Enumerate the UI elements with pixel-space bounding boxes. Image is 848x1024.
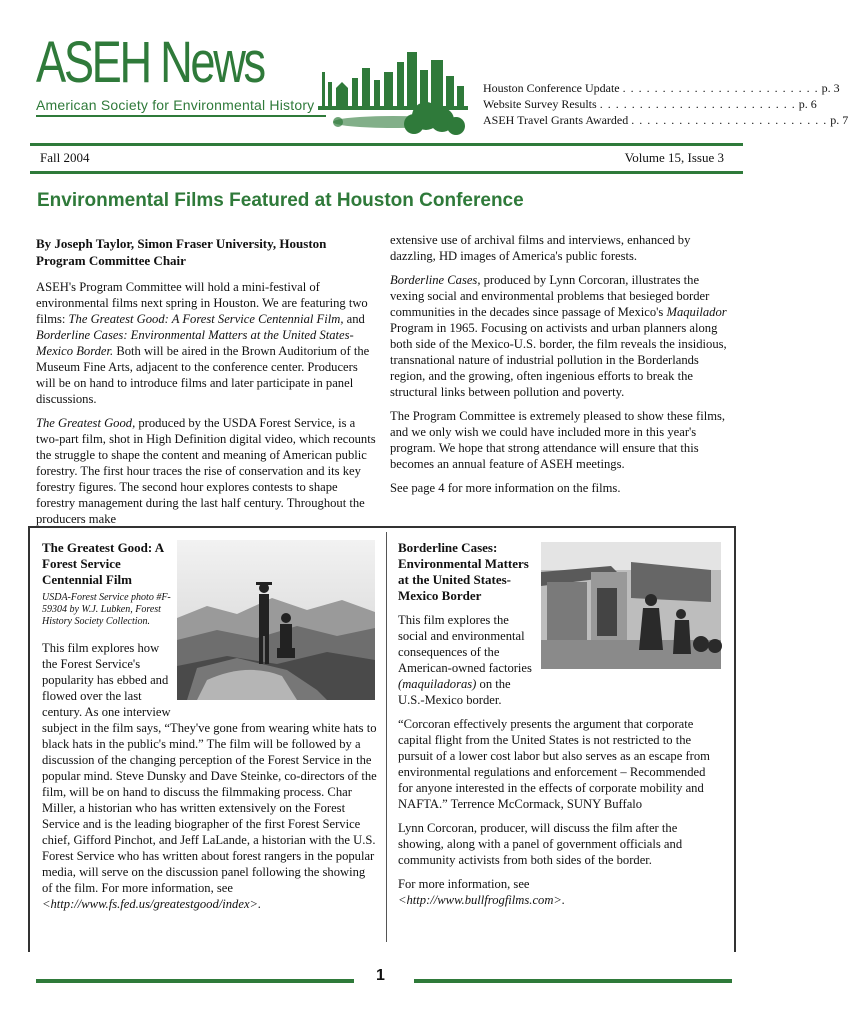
toc-leader: . . . . . . . . . . . . . . . . . . . . . . . . . [622, 81, 819, 95]
masthead-subtitle: American Society for Environmental History [36, 97, 315, 113]
feature-text: This film explores how the Forest Service's popularity has ebbed and flowed over the last century. As one interview [42, 641, 171, 719]
feature-text: Lynn Corcoran, producer, will discuss the film after the showing, along with a panel of government officials and community activists from both sides of the border. [398, 821, 683, 867]
text-run: Program in 1965. Focusing on activists and urban planners along both side of the Mexico-U.S. border, the film reveals the insidious, transnational nature of industrial pollution in the Borderlands region, and the growing, often ingenious efforts to break the structural links between pollution and poverty. [390, 321, 727, 399]
article-column-left [36, 235, 376, 535]
article-byline: By Joseph Taylor, Simon Fraser University, Houston Program Committee Chair [36, 236, 327, 268]
feature-text [398, 876, 722, 908]
divider [386, 532, 387, 942]
toc-leader: . . . . . . . . . . . . . . . . . . . . . . . . . [631, 113, 828, 127]
article-paragraph [36, 415, 376, 527]
term: (maquiladoras) [398, 677, 477, 691]
toc-label: Houston Conference Update [483, 81, 620, 95]
toc-label: Website Survey Results [483, 97, 597, 111]
toc-item[interactable] [483, 80, 840, 96]
city-skyline-logo [318, 42, 468, 138]
film-title: Borderline Cases: Environmental Matters at the United States-Mexico Border. [36, 328, 354, 358]
film-title: The Greatest Good, [36, 416, 136, 430]
feature-title: The Greatest Good: A Forest Service Centennial Film [42, 540, 164, 587]
issue-date: Fall 2004 [40, 150, 90, 165]
footer-rule [36, 979, 354, 983]
url-text[interactable]: <http://www.bullfrogfilms.com>. [398, 893, 566, 907]
feature-text: subject in the film says, “They've gone from wearing white hats to black hats in the public's mind.” The film will be followed by a discussion of the changing perception of the Forest Service in the popular mind. Steve Dunsky and Dave Steinke, co-directors of the film, will be on hand to discuss the filmmaking process. Char Miller, a historian who has written extensively on the Forest Service and is the leading biographer of the first Forest Service chief, Gifford Pinchot, and Jeff LaLande, a historian with the U.S. Forest Service who has written about forest rangers in the popular media, will serve on the discussion panel following the showing of the film. For more information, see [42, 721, 377, 895]
article-paragraph: extensive use of archival films and interviews, enhanced by dazzling, HD images of America's public forests. [390, 233, 691, 263]
photo-credit: USDA-Forest Service photo #F-59304 by W.J. Lubken, Forest History Society Collection. [42, 592, 171, 627]
text-run: produced by Lynn Corcoran, illustrates the vexing social and environmental problems that besieged border communities in the decades since passage of Mexico's [390, 273, 710, 319]
text-run: produced by the USDA Forest Service, is a two-part film, shot in High Definition digital video, which recounts the struggle to shape the content and meaning of American public forestry. The first hour traces the rise of conservation and its key forestry figures. The second hour explores contests to shape forestry management during the last half century. Throughout the producers make [36, 416, 376, 526]
text-run: This film explores the social and environmental consequences of the American-owned factories [398, 613, 532, 675]
divider [30, 143, 743, 146]
program-name: Maquilador [666, 305, 727, 319]
feature-title: Borderline Cases: Environmental Matters at the United States-Mexico Border [398, 540, 529, 603]
film-title: The Greatest Good: A Forest Service Centennial Film, [68, 312, 344, 326]
article-headline: Environmental Films Featured at Houston Conference [37, 190, 524, 211]
url-text[interactable]: <http://www.fs.fed.us/greatestgood/index>. [42, 897, 262, 911]
toc-page: p. 7 [830, 113, 848, 127]
feature-description [42, 640, 378, 912]
toc-leader: . . . . . . . . . . . . . . . . . . . . . . . . . [599, 97, 796, 111]
toc-item[interactable] [483, 96, 817, 112]
masthead-title: ASEH News [36, 30, 264, 95]
masthead-underline [36, 115, 326, 117]
toc-label: ASEH Travel Grants Awarded [483, 113, 629, 127]
article-paragraph: See page 4 for more information on the films. [390, 481, 621, 495]
toc-page: p. 3 [821, 81, 840, 95]
toc-item[interactable] [483, 112, 848, 128]
article-column-right [390, 232, 730, 504]
text-run: ASEH's Program Committee will hold a mini-festival of environmental films next spring in Houston. We are featuring two films: [36, 280, 368, 326]
toc-page: p. 6 [798, 97, 817, 111]
article-paragraph [36, 279, 376, 407]
film-title: Borderline Cases, [390, 273, 481, 287]
feature-text [398, 612, 538, 708]
article-paragraph: The Program Committee is extremely pleased to show these films, and we only wish we could have included more in this year's program. We hope that strong attendance will ensure that this becomes an annual feature of ASEH meetings. [390, 409, 726, 471]
feature-description [398, 612, 722, 916]
feature-link[interactable] [42, 896, 378, 912]
table-of-contents [483, 80, 848, 128]
text-run: and [343, 312, 365, 326]
text-run: Both will be aired in the Brown Auditorium of the Museum Fine Arts, adjacent to the conference center. Producers will be on hand to introduce films and later participate in panel discussions. [36, 344, 370, 406]
page-number: 1 [376, 967, 385, 984]
issue-volume: Volume 15, Issue 3 [624, 150, 724, 165]
text-run: on the U.S.-Mexico border. [398, 677, 511, 707]
review-quote: “Corcoran effectively presents the argument that corporate capital flight from the United States is not restricted to the pursuit of a lower cost labor but also serves as an escape from environmental regulations and enforcement – Recommended for anyone interested in the effects of corporate mobility and NAFTA.” Terrence McCormack, SUNY Buffalo [398, 717, 710, 811]
article-paragraph [390, 272, 730, 400]
text-run: For more information, see [398, 877, 530, 891]
footer-rule [414, 979, 732, 983]
divider [30, 171, 743, 174]
